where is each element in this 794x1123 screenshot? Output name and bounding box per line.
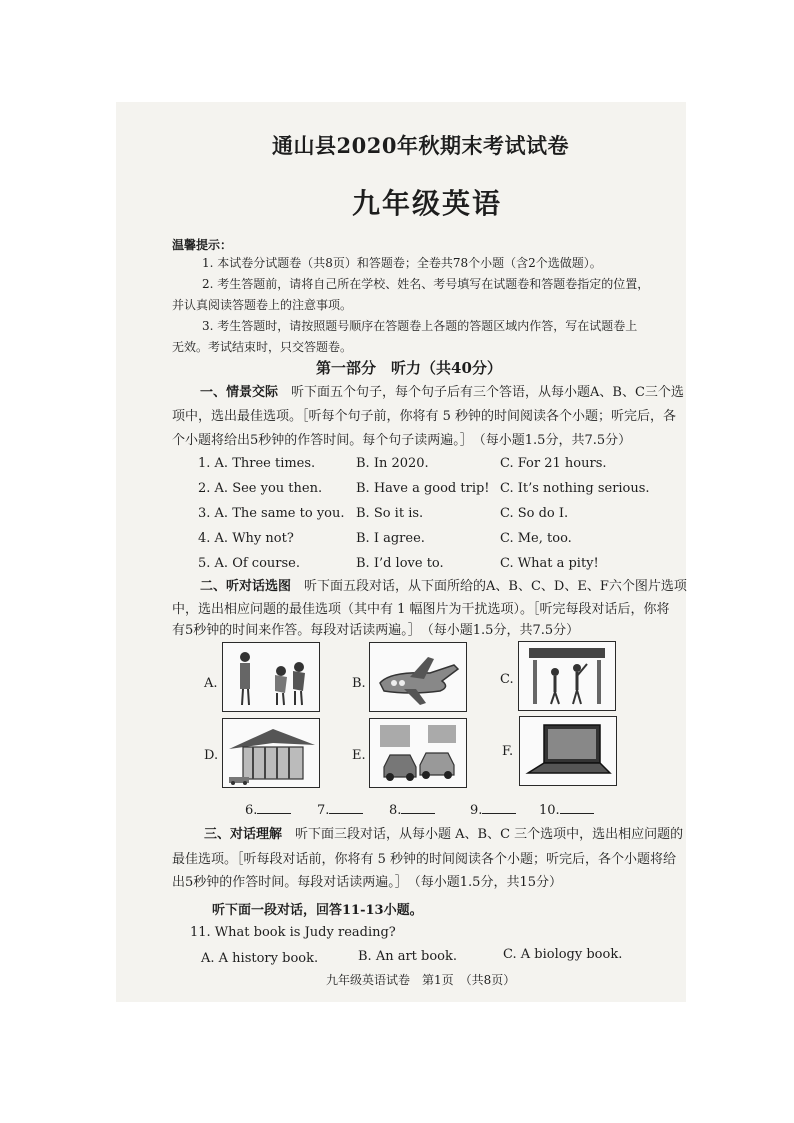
q4-option-c: C. Me, too. — [500, 531, 572, 546]
answer-blank-9[interactable] — [470, 801, 516, 818]
part-one-title: 第一部分 听力（共40分） — [316, 359, 502, 377]
notice-item-1: 1. 本试卷分试题卷（共8页）和答题卷；全卷共78个小题（含2个选做题）。 — [202, 256, 602, 270]
q5-option-c: C. What a pity! — [500, 556, 599, 571]
blank-9-label: 9. — [470, 803, 483, 818]
q2-option-b: B. Have a good trip! — [356, 481, 490, 496]
picture-c-label: C. — [500, 672, 514, 687]
exam-title: 通山县2020年秋期末考试试卷 — [272, 133, 569, 158]
section3-instr-1: 听下面三段对话，从每小题 A、B、C 三个选项中，选出相应问题的 — [282, 827, 684, 842]
answer-blank-8[interactable] — [389, 801, 435, 818]
notice-label: 温馨提示： — [172, 238, 233, 252]
q11-option-b: B. An art book. — [358, 949, 458, 964]
picture-a-label: A. — [204, 676, 218, 691]
section1-line3: 个小题将给出5秒钟的作答时间。每个句子读两遍。］ （每小题1.5分，共7.5分） — [172, 433, 632, 448]
picture-b — [369, 642, 467, 712]
q2-option-a: 2. A. See you then. — [198, 481, 323, 496]
section2-line1 — [200, 575, 687, 594]
blank-7-label: 7. — [317, 803, 330, 818]
picture-b-label: B. — [352, 676, 366, 691]
picture-f — [519, 716, 617, 786]
picture-e-label: E. — [352, 748, 366, 763]
answer-blank-7[interactable] — [317, 801, 363, 818]
q5-option-a: 5. A. Of course. — [198, 556, 300, 571]
q5-option-b: B. I’d love to. — [356, 556, 444, 571]
section1-line1 — [200, 381, 684, 400]
notice-item-3-cont: 无效。考试结束时，只交答题卷。 — [172, 340, 353, 354]
q3-option-b: B. So it is. — [356, 506, 424, 521]
picture-e — [369, 718, 467, 788]
people-bowing-icon — [223, 643, 319, 711]
notice-item-3: 3. 考生答题时，请按照题号顺序在答题卷上各题的答题区域内作答，写在试题卷上 — [202, 319, 638, 333]
section3-line1 — [204, 823, 683, 842]
section3-head: 三、对话理解 — [204, 827, 283, 842]
section2-head: 二、听对话选图 — [200, 579, 292, 594]
q3-option-a: 3. A. The same to you. — [198, 506, 345, 521]
picture-d — [222, 718, 320, 788]
answer-blank-6[interactable] — [245, 801, 291, 818]
q4-option-b: B. I agree. — [356, 531, 425, 546]
page-footer: 九年级英语试卷 第1页 （共8页） — [326, 973, 516, 987]
blank-6-label: 6. — [245, 803, 258, 818]
section3-line3: 出5秒钟的作答时间。每段对话读两遍。］ （每小题1.5分，共15分） — [172, 875, 562, 890]
section2-instr-1: 听下面五段对话，从下面所给的A、B、C、D、E、F六个图片选项 — [291, 579, 687, 594]
section2-line3: 有5秒钟的时间来作答。每段对话读两遍。］ （每小题1.5分，共7.5分） — [172, 623, 580, 638]
stage-performance-icon — [519, 642, 615, 710]
picture-f-label: F. — [502, 744, 514, 759]
picture-c — [518, 641, 616, 711]
section3-line2: 最佳选项。［听每段对话前，你将有 5 秒钟的时间阅读各个小题；听完后，各个小题将给 — [172, 852, 677, 867]
q11-option-c: C. A biology book. — [503, 947, 623, 962]
q2-option-c: C. It’s nothing serious. — [500, 481, 650, 496]
laptop-icon — [520, 717, 616, 785]
q4-option-a: 4. A. Why not? — [198, 531, 294, 546]
section3-subheading: 听下面一段对话，回答11-13小题。 — [212, 903, 423, 918]
notice-item-2-cont: 并认真阅读答题卷上的注意事项。 — [172, 298, 353, 312]
subject-title: 九年级英语 — [352, 187, 503, 220]
q1-option-b: B. In 2020. — [356, 456, 429, 471]
q1-option-c: C. For 21 hours. — [500, 456, 607, 471]
q11-stem: 11. What book is Judy reading? — [190, 925, 396, 940]
q3-option-c: C. So do I. — [500, 506, 569, 521]
answer-blank-10[interactable] — [539, 801, 594, 818]
section2-line2: 中，选出相应问题的最佳选项（其中有 1 幅图片为干扰选项）。［听完每段对话后，你将 — [172, 602, 670, 617]
blank-10-label: 10. — [539, 803, 560, 818]
section1-line2: 项中，选出最佳选项。［听每个句子前，你将有 5 秒钟的时间阅读各个小题；听完后，各 — [172, 409, 677, 424]
picture-a — [222, 642, 320, 712]
airplane-icon — [370, 643, 466, 711]
picture-d-label: D. — [204, 748, 219, 763]
q1-option-a: 1. A. Three times. — [198, 456, 316, 471]
section1-instr-1: 听下面五个句子，每个句子后有三个答语，从每小题A、B、C三个选 — [278, 385, 684, 400]
museum-building-icon — [223, 719, 319, 787]
section1-head: 一、情景交际 — [200, 385, 279, 400]
traffic-cars-icon — [370, 719, 466, 787]
blank-8-label: 8. — [389, 803, 402, 818]
q11-option-a: A. A history book. — [201, 951, 319, 966]
notice-item-2: 2. 考生答题前，请将自己所在学校、姓名、考号填写在试题卷和答题卷指定的位置， — [202, 277, 650, 291]
